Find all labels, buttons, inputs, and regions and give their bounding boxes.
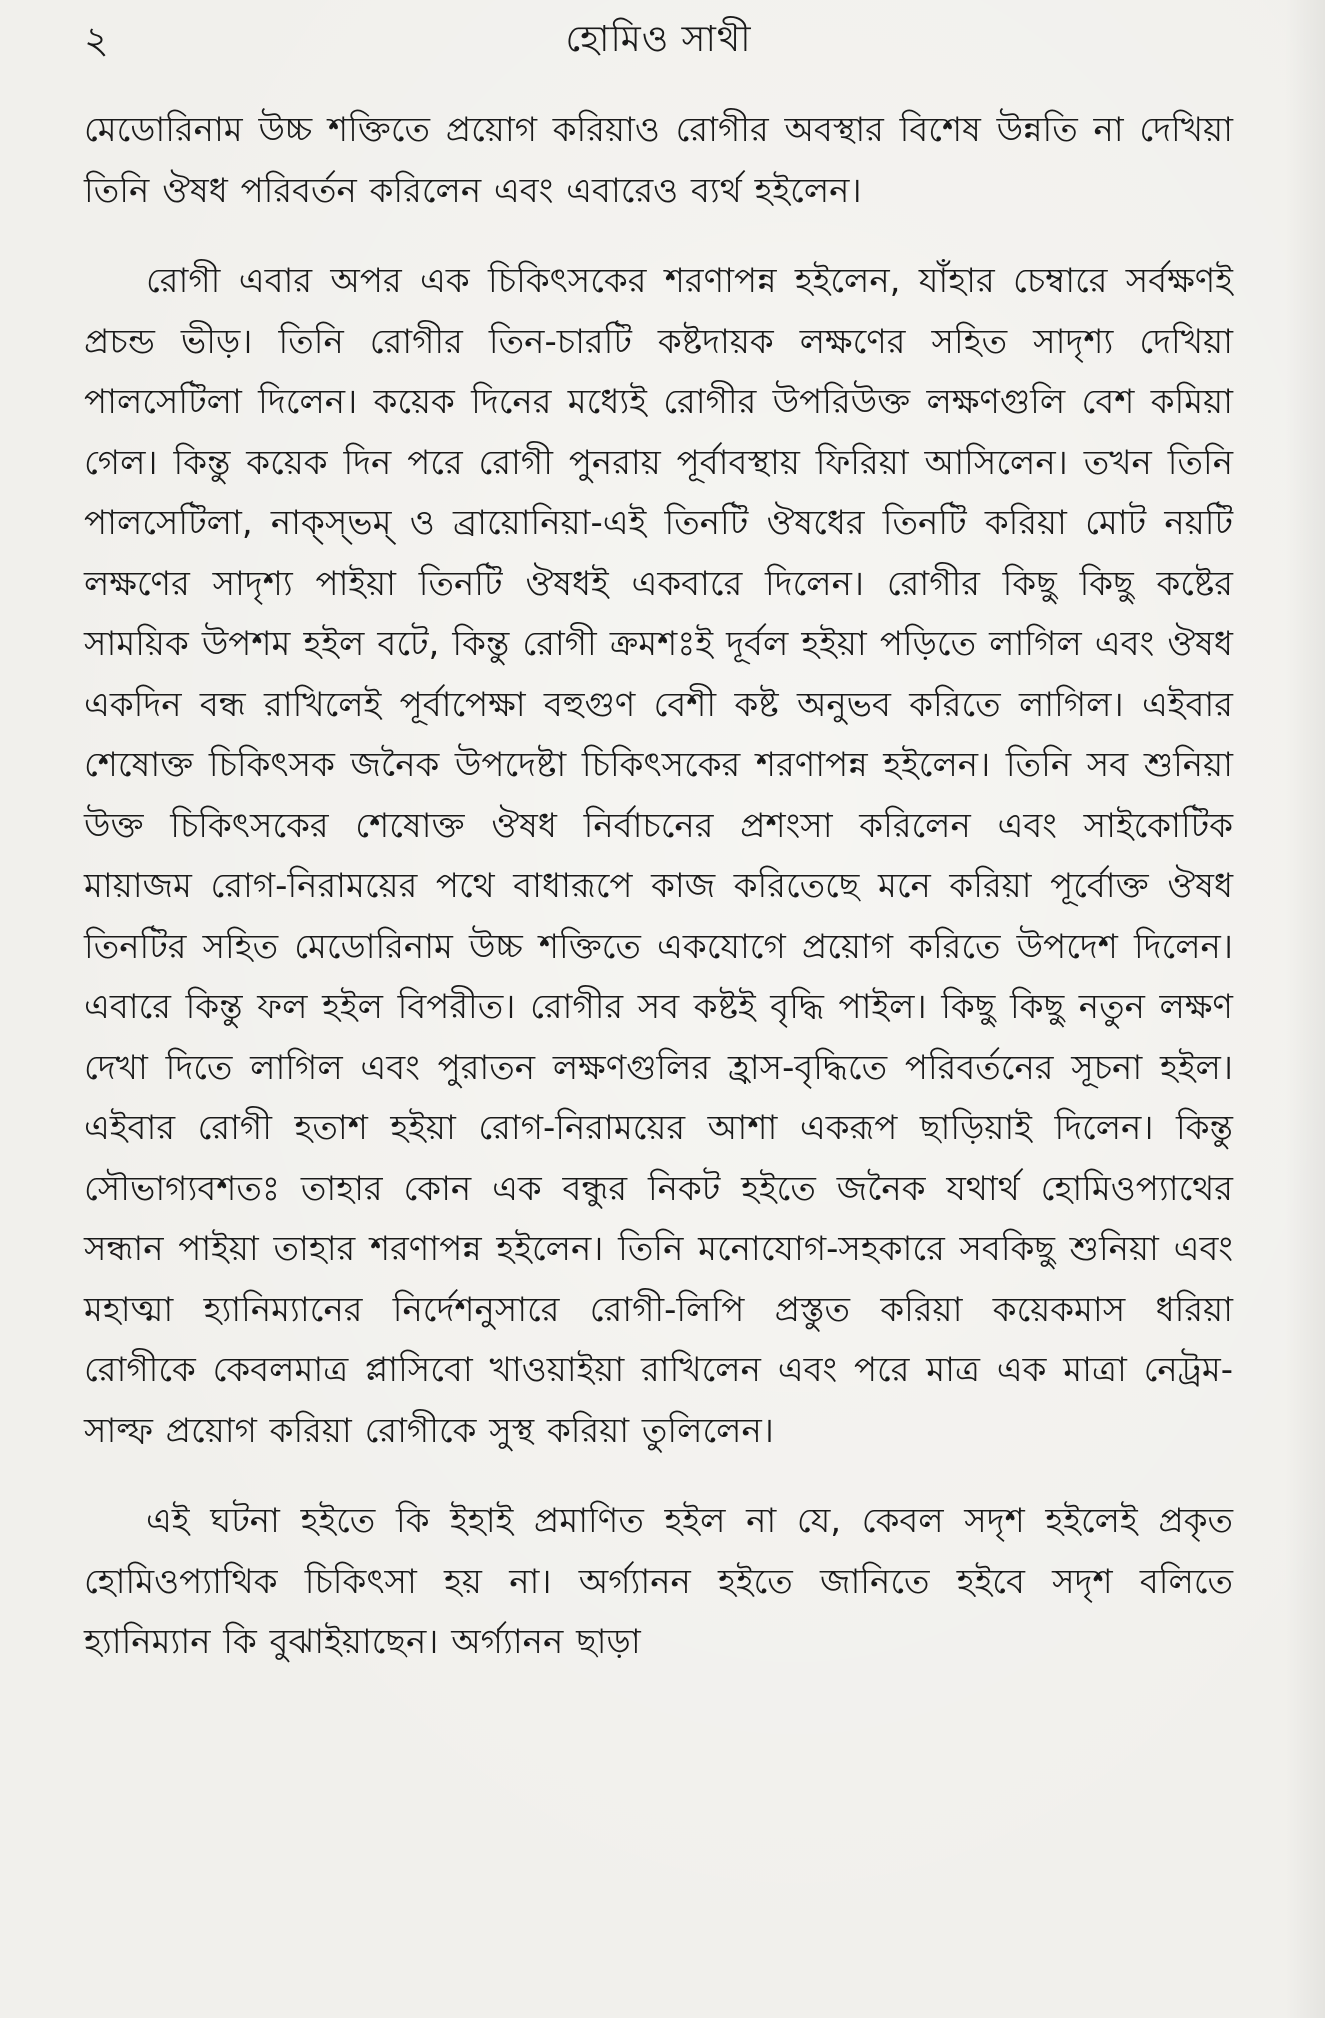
paragraph: এই ঘটনা হইতে কি ইহাই প্রমাণিত হইল না যে, কেবল সদৃশ হইলেই প্রকৃত হোমিওপ্যাথিক চিকিৎসা হয় না। অর্গ্যানন হইতে জানিতে হইবে সদৃশ বলিতে হ্যানিম্যান কি বুঝাইয়াছেন। অর্গ্যানন ছাড়া	[84, 1501, 1233, 1662]
paragraph: মেডোরিনাম উচ্চ শক্তিতে প্রয়োগ করিয়াও রোগীর অবস্থার বিশেষ উন্নতি না দেখিয়া তিনি ঔষধ পরিবর্তন করিলেন এবং এবারেও ব্যর্থ হইলেন।	[84, 110, 1233, 211]
running-title: হোমিও সাথী	[565, 19, 752, 60]
body-text	[84, 100, 1233, 1673]
page-number: ২	[84, 18, 109, 62]
paragraph: রোগী এবার অপর এক চিকিৎসকের শরণাপন্ন হইলেন, যাঁহার চেম্বারে সর্বক্ষণই প্রচন্ড ভীড়। তিনি রোগীর তিন-চারটি কষ্টদায়ক লক্ষণের সহিত সাদৃশ্য দেখিয়া পালসেটিলা দিলেন। কয়েক দিনের মধ্যেই রোগীর উপরিউক্ত লক্ষণগুলি বেশ কমিয়া গেল। কিন্তু কয়েক দিন পরে রোগী পুনরায় পূর্বাবস্থায় ফিরিয়া আসিলেন। তখন তিনি পালসেটিলা, নাক্স্ভম্ ও ব্রায়োনিয়া-এই তিনটি ঔষধের তিনটি করিয়া মোট নয়টি লক্ষণের সাদৃশ্য পাইয়া তিনটি ঔষধই একবারে দিলেন। রোগীর কিছু কিছু কষ্টের সাময়িক উপশম হইল বটে, কিন্তু রোগী ক্রমশঃই দূর্বল হইয়া পড়িতে লাগিল এবং ঔষধ একদিন বন্ধ রাখিলেই পূর্বাপেক্ষা বহুগুণ বেশী কষ্ট অনুভব করিতে লাগিল। এইবার শেষোক্ত চিকিৎসক জনৈক উপদেষ্টা চিকিৎসকের শরণাপন্ন হইলেন। তিনি সব শুনিয়া উক্ত চিকিৎসকের শেষোক্ত ঔষধ নির্বাচনের প্রশংসা করিলেন এবং সাইকোটিক মায়াজম রোগ-নিরাময়ের পথে বাধারূপে কাজ করিতেছে মনে করিয়া পূর্বোক্ত ঔষধ তিনটির সহিত মেডোরিনাম উচ্চ শক্তিতে একযোগে প্রয়োগ করিতে উপদেশ দিলেন। এবারে কিন্তু ফল হইল বিপরীত। রোগীর সব কষ্টই বৃদ্ধি পাইল। কিছু কিছু নতুন লক্ষণ দেখা দিতে লাগিল এবং পুরাতন লক্ষণগুলির হ্রাস-বৃদ্ধিতে পরিবর্তনের সূচনা হইল। এইবার রোগী হতাশ হইয়া রোগ-নিরাময়ের আশা একরূপ ছাড়িয়াই দিলেন। কিন্তু সৌভাগ্যবশতঃ তাহার কোন এক বন্ধুর নিকট হইতে জনৈক যথার্থ হোমিওপ্যাথের সন্ধান পাইয়া তাহার শরণাপন্ন হইলেন। তিনি মনোযোগ-সহকারে সবকিছু শুনিয়া এবং মহাত্মা হ্যানিম্যানের নির্দেশনুসারে রোগী-লিপি প্রস্তুত করিয়া কয়েকমাস ধরিয়া রোগীকে কেবলমাত্র প্লাসিবো খাওয়াইয়া রাখিলেন এবং পরে মাত্র এক মাত্রা নেট্রম-সাল্ফ প্রয়োগ করিয়া রোগীকে সুস্থ করিয়া তুলিলেন।	[84, 261, 1233, 1451]
page-header	[84, 14, 1233, 76]
